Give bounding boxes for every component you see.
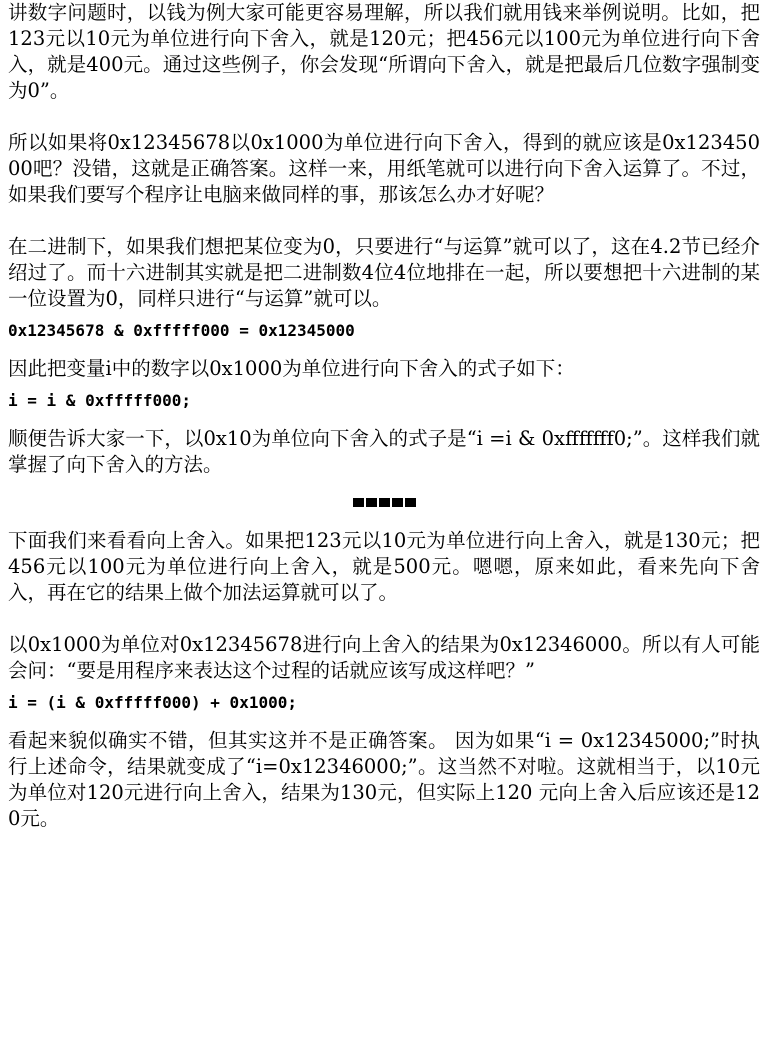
- code-and-example: 0x12345678 & 0xfffff000 = 0x12345000: [8, 321, 355, 340]
- document-page: [8, 0, 760, 832]
- code-round-up-wrong: i = (i & 0xfffff000) + 0x1000;: [8, 693, 297, 712]
- paragraph-gap: [8, 718, 760, 728]
- paragraph-rounding-up-question: 以0x1000为单位对0x12345678进行向上舍入的结果为0x12346000。所以有人可能会问：“要是用程序来表达这个过程的话就应该写成这样吧？”: [8, 633, 760, 682]
- paragraph-gap: [8, 346, 760, 356]
- paragraph-rounding-down-hex: 所以如果将0x12345678以0x1000为单位进行向下舍入，得到的就应该是0x12345000吧？没错，这就是正确答案。这样一来，用纸笔就可以进行向下舍入运算了。不过，如果我们要写个程序让电脑来做同样的事，那该怎么办才好呢？: [8, 131, 760, 206]
- paragraph-gap: [8, 606, 760, 632]
- paragraph-round-down-0x10: 顺便告诉大家一下，以0x10为单位向下舍入的式子是“i =i & 0xfffffff0;”。这样我们就掌握了向下舍入的方法。: [8, 427, 760, 476]
- paragraph-round-down-formula-intro: 因此把变量i中的数字以0x1000为单位进行向下舍入的式子如下：: [8, 357, 575, 380]
- paragraph-rounding-down-money: 讲数字问题时，以钱为例大家可能更容易理解，所以我们就用钱来举例说明。比如，把123元以10元为单位进行向下舍入，就是120元；把456元以100元为单位进行向下舍入，就是400元。通过这些例子，你会发现“所谓向下舍入，就是把最后几位数字强制变为0”。: [8, 1, 760, 102]
- code-round-down: i = i & 0xfffff000;: [8, 391, 192, 410]
- paragraph-gap: [8, 104, 760, 130]
- paragraph-gap: [8, 208, 760, 234]
- paragraph-and-operation: 在二进制下，如果我们想把某位变为0，只要进行“与运算”就可以了，这在4.2节已经介绍过了。而十六进制其实就是把二进制数4位4位地排在一起，所以要想把十六进制的某一位设置为0，同样只进行“与运算”就可以。: [8, 235, 760, 310]
- paragraph-rounding-up-money: 下面我们来看看向上舍入。如果把123元以10元为单位进行向上舍入，就是130元；把456元以100元为单位进行向上舍入，就是500元。嗯嗯，原来如此，看来先向下舍入，再在它的结果上做个加法运算就可以了。: [8, 529, 760, 604]
- paragraph-round-up-explanation: 看起来貌似确实不错，但其实这并不是正确答案。 因为如果“i = 0x12345000;”时执行上述命令，结果就变成了“i=0x12346000;”。这当然不对啦。这就相当于，以10元为单位对120元进行向上舍入，结果为130元，但实际上120 元向上舍入后应该还是120元。: [8, 729, 760, 830]
- paragraph-gap: [8, 416, 760, 426]
- section-divider-icon: [8, 478, 760, 528]
